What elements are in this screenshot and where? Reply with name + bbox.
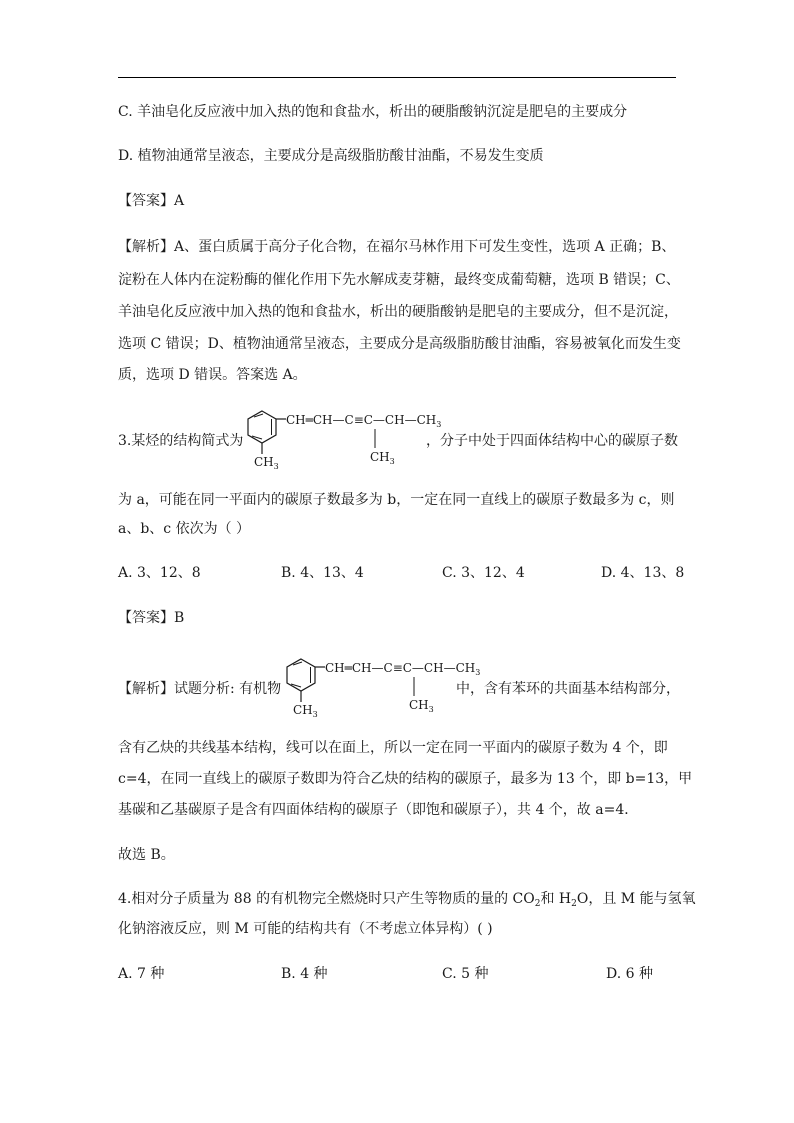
q2-analysis-line: 质，选项 D 错误。答案选 A。 — [118, 367, 307, 383]
ring-methyl: $CH_3$ — [293, 703, 318, 719]
q4-option-a: A. 7 种 — [118, 966, 165, 982]
q2-option-c: C. 羊油皂化反应液中加入热的饱和食盐水，析出的硬脂酸钠沉淀是肥皂的主要成分 — [118, 104, 628, 120]
q3-analysis-prefix: 【解析】试题分析: 有机物 — [118, 681, 282, 697]
q3-conclusion: 故选 B。 — [118, 847, 175, 863]
q3-stem-prefix: 3.某烃的结构简式为 — [118, 433, 244, 449]
q3-option-a: A. 3、12、8 — [118, 565, 201, 581]
q2-analysis-line: 羊油皂化反应液中加入热的饱和食盐水，析出的硬脂酸钠是肥皂的主要成分，但不是沉淀， — [118, 304, 678, 320]
q2-analysis-line: 【解析】A、蛋白质属于高分子化合物，在福尔马林作用下可发生变性，选项 A 正确；B、 — [118, 239, 676, 255]
header-rule — [118, 77, 676, 78]
q3-analysis-line: 含有乙炔的共线基本结构，线可以在面上，所以一定在同一平面内的碳原子数为 4 个，即 — [118, 740, 668, 756]
q3-option-d: D. 4、13、8 — [601, 565, 685, 581]
branch-methyl: $CH_3$ — [370, 450, 395, 466]
q4-option-d: D. 6 种 — [606, 966, 653, 982]
q3-stem-suffix: ，分子中处于四面体结构中心的碳原子数 — [426, 433, 678, 449]
q4-stem-line1: 4.相对分子质量为 88 的有机物完全燃烧时只产生等物质的量的 $CO_2$和 $H_2O$，且 M 能与氢氧 — [118, 891, 696, 909]
q3-option-c: C. 3、12、4 — [442, 565, 525, 581]
q3-analysis-line: c=4，在同一直线上的碳原子数即为符合乙炔的结构的碳原子，最多为 13 个，即 b=13，甲 — [118, 771, 693, 787]
q4-stem-line2: 化钠溶液反应，则 M 可能的结构共有（不考虑立体异构）( ) — [118, 921, 493, 937]
chain-text: $CH═CH—C\equiv C—CH—CH_3$ — [286, 413, 442, 429]
chain-text: $CH═CH—C\equiv C—CH—CH_3$ — [325, 661, 481, 677]
q3-structural-formula — [244, 404, 442, 474]
q2-answer: 【答案】A — [118, 193, 185, 209]
ring-methyl: $CH_3$ — [254, 455, 279, 471]
branch-methyl: $CH_3$ — [409, 698, 434, 714]
q3-answer: 【答案】B — [118, 610, 185, 626]
q4-option-c: C. 5 种 — [442, 966, 489, 982]
q2-option-d: D. 植物油通常呈液态，主要成分是高级脂肪酸甘油酯，不易发生变质 — [118, 148, 544, 164]
q4-option-b: B. 4 种 — [281, 966, 328, 982]
q2-analysis-line: 淀粉在人体内在淀粉酶的催化作用下先水解成麦芽糖，最终变成葡萄糖，选项 B 错误；C、 — [118, 272, 680, 288]
q2-analysis-line: 选项 C 错误；D、植物油通常呈液态，主要成分是高级脂肪酸甘油酯，容易被氧化而发生变 — [118, 336, 681, 352]
q3-analysis-line: 基碳和乙基碳原子是含有四面体结构的碳原子（即饱和碳原子），共 4 个，故 a=4． — [118, 802, 639, 818]
q3-option-b: B. 4、13、4 — [281, 565, 364, 581]
q3-analysis-suffix: 中，含有苯环的共面基本结构部分， — [456, 681, 680, 697]
q3-stem-line: a、b、c 依次为（ ） — [118, 521, 251, 537]
q3-analysis-structural-formula — [283, 652, 481, 722]
q3-stem-line: 为 a，可能在同一平面内的碳原子数最多为 b，一定在同一直线上的碳原子数最多为 c，则 — [118, 492, 675, 508]
